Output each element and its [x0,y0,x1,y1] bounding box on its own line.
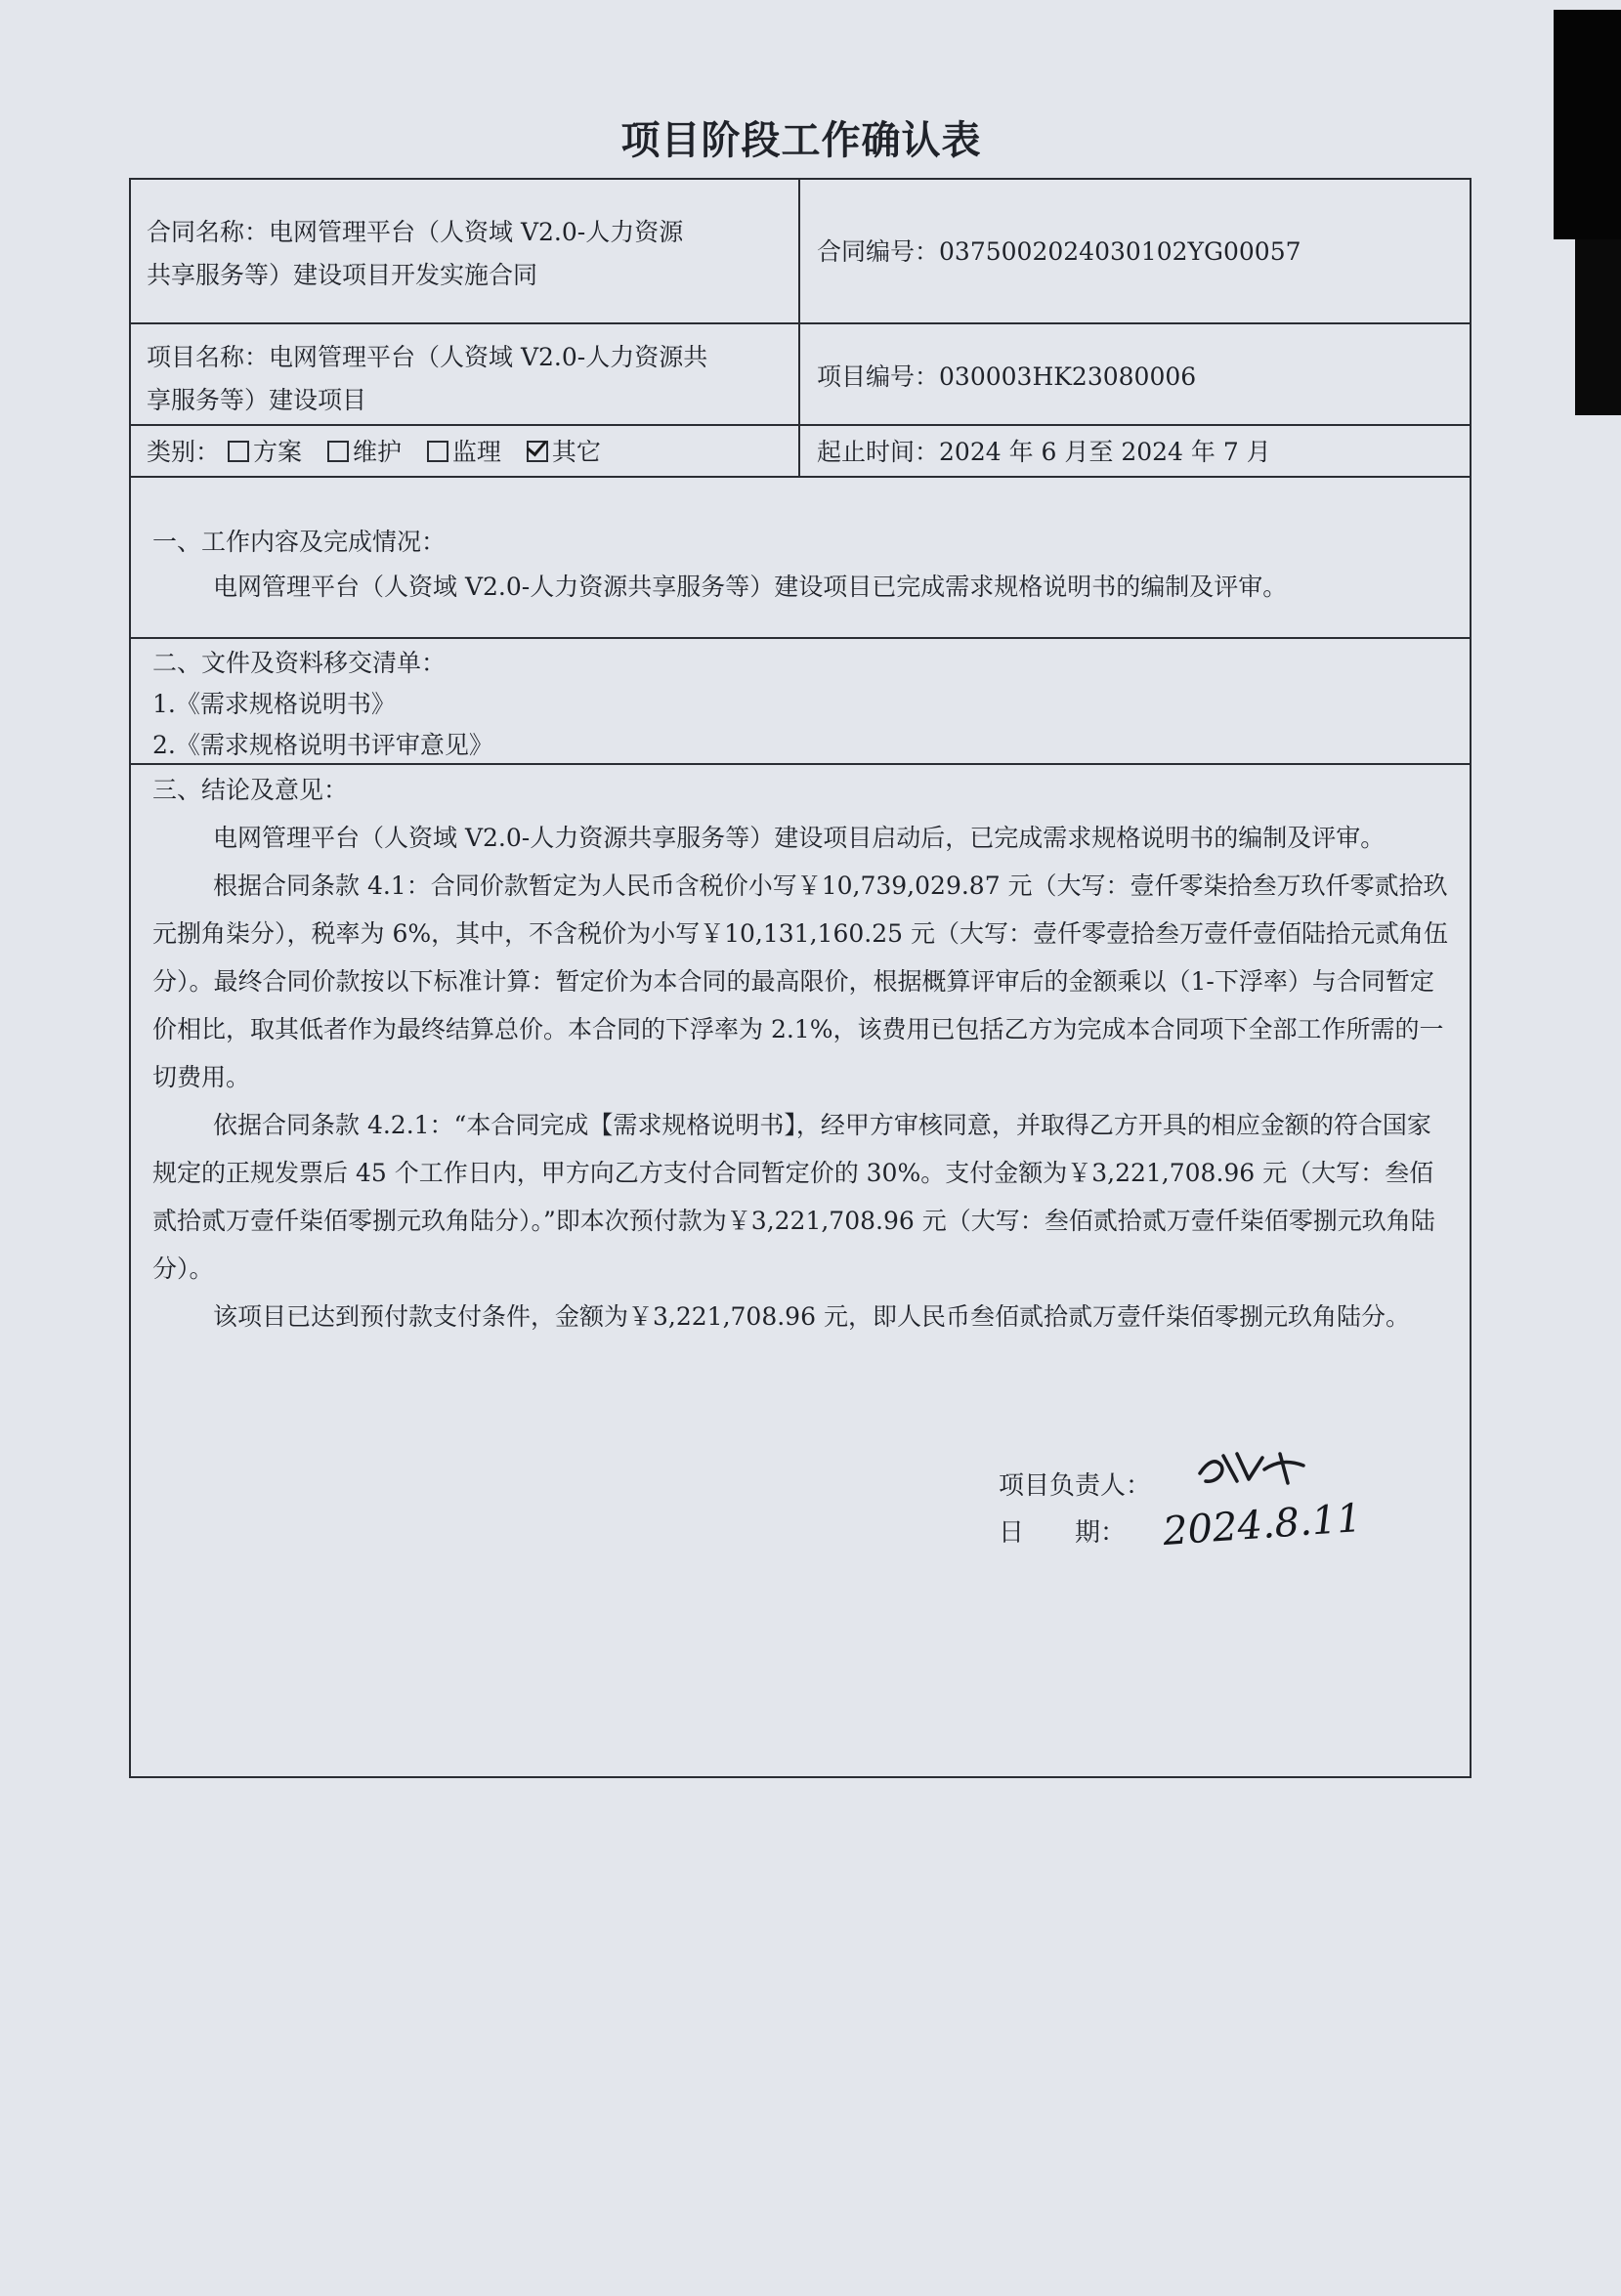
category-label: 类别： [147,438,221,466]
manager-label: 项目负责人： [999,1471,1152,1501]
category-row [147,431,619,474]
project-name-line1: 电网管理平台（人资域 V2.0-人力资源共 [269,343,708,371]
category-option-other[interactable]: 其它 [527,438,601,466]
section-conclusion [152,766,1452,1340]
checkbox-checked-icon[interactable] [527,441,548,462]
contract-name-line1: 电网管理平台（人资域 V2.0-人力资源 [269,218,684,246]
checkbox-icon[interactable] [228,441,249,462]
contract-no-value: 0375002024030102YG00057 [939,237,1301,266]
list-item: 2.《需求规格说明书评审意见》 [152,731,493,759]
conclusion-paragraph: 电网管理平台（人资域 V2.0-人力资源共享服务等）建设项目启动后，已完成需求规格说明书的编制及评审。 [213,824,1386,852]
project-no [817,356,1196,399]
conclusion-paragraph: 该项目已达到预付款支付条件，金额为￥3,221,708.96 元，即人民币叁佰贰拾贰万壹仟柒佰零捌元玖角陆分。 [213,1302,1410,1331]
conclusion-paragraph: 根据合同条款 4.1：合同价款暂定为人民币含税价小写￥10,739,029.87 元（大写：壹仟零柒拾叁万玖仟零贰拾玖元捌角柒分），税率为 6%，其中，不含税价为小写￥10,131,160.25 元（大写：壹仟零壹拾叁万壹仟壹佰陆拾元贰角伍分）。最终合同价款按以下标准计算：暂定价为本合同的最高限价，根据概算评审后的金额乘以（1-下浮率）与合同暂定价相比，取其低者作为最终结算总价。本合同的下浮率为 2.1%，该费用已包括乙方为完成本合同项下全部工作所需的一切费用。 [152,872,1448,1091]
date-label: 日 期： [999,1518,1127,1548]
project-no-value: 030003HK23080006 [939,362,1197,391]
contract-name-line2: 共享服务等）建设项目开发实施合同 [147,261,538,289]
period-label: 起止时间： [817,438,940,466]
row-divider [131,322,1470,324]
checkbox-icon[interactable] [327,441,349,462]
contract-no [817,231,1301,274]
period [817,431,1271,474]
category-option-plan[interactable]: 方案 [228,438,302,466]
project-name [147,336,707,422]
section3-heading: 三、结论及意见： [152,776,349,804]
document-title: 项目阶段工作确认表 [620,118,982,163]
section2-heading: 二、文件及资料移交清单： [152,649,447,677]
checkbox-icon[interactable] [427,441,448,462]
project-name-line2: 享服务等）建设项目 [147,386,367,414]
project-name-label: 项目名称： [147,343,270,371]
contract-name-label: 合同名称： [147,218,270,246]
period-value: 2024 年 6 月至 2024 年 7 月 [939,438,1271,466]
row-divider [131,476,1470,478]
handwritten-date: 2024.8.11 [1161,1495,1363,1555]
scan-edge [1575,239,1621,415]
section1-heading: 一、工作内容及完成情况： [152,528,447,556]
section-work-content [152,520,1452,610]
column-divider [798,180,800,476]
conclusion-paragraph: 依据合同条款 4.2.1：“本合同完成【需求规格说明书】，经甲方审核同意，并取得乙方开具的相应金额的符合国家规定的正规发票后 45 个工作日内，甲方向乙方支付合同暂定价的 30%。支付金额为￥3,221,708.96 元（大写：叁佰贰拾贰万壹仟柒佰零捌元玖角陆分）。”即本次预付款为￥3,221,708.96 元（大写：叁佰贰拾贰万壹仟柒佰零捌元玖角陆分）。 [152,1111,1435,1283]
list-item: 1.《需求规格说明书》 [152,690,396,718]
category-option-supervision[interactable]: 监理 [427,438,501,466]
category-option-maintenance[interactable]: 维护 [327,438,402,466]
project-no-label: 项目编号： [817,362,940,391]
contract-name [147,211,683,297]
signature [1194,1444,1311,1493]
row-divider [131,424,1470,426]
row-divider [131,637,1470,639]
section1-text: 电网管理平台（人资域 V2.0-人力资源共享服务等）建设项目已完成需求规格说明书的编制及评审。 [213,573,1288,601]
contract-no-label: 合同编号： [817,237,940,266]
section-file-list [152,643,1452,766]
